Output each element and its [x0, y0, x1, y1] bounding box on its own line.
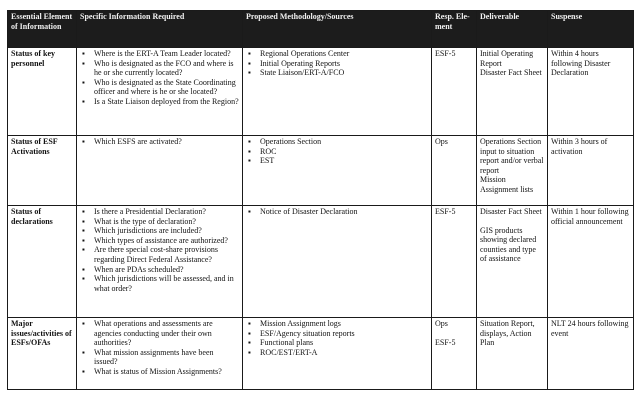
method-item: ▪ ROC [246, 147, 428, 157]
info-item: ▪ Who is designated as the State Coordinating officer and where is he or she located? [80, 78, 239, 97]
deliverable-item: Initial Operating Report [480, 49, 534, 68]
method-cell [243, 136, 432, 206]
header-deliverable: Deliverable [477, 11, 548, 48]
method-item: ▪ State Liaison/ERT-A/FCO [246, 68, 428, 78]
method-cell [243, 206, 432, 318]
header-row [8, 11, 634, 48]
deliverable-item: Situation Report, displays, Action Plan [480, 319, 535, 348]
method-item: ▪ Initial Operating Reports [246, 59, 428, 69]
element-cell: Status of ESF Activations [8, 136, 77, 206]
info-cell [77, 48, 243, 136]
method-item: ▪ Regional Operations Center [246, 49, 428, 59]
element-cell: Status of key personnel [8, 48, 77, 136]
info-item: ▪ Which jurisdictions are included? [80, 226, 239, 236]
deliverable-cell [477, 48, 548, 136]
table-row [8, 318, 634, 390]
resp-value: Ops [435, 319, 448, 328]
info-item: ▪ Are there special cost-share provisions regarding Direct Federal Assistance? [80, 245, 239, 264]
method-item: ▪ ROC/EST/ERT-A [246, 348, 428, 358]
info-item: ▪ Which types of assistance are authorized? [80, 236, 239, 246]
deliverable-item: Mission Assignment lists [480, 175, 534, 194]
info-cell [77, 318, 243, 390]
eei-table [7, 10, 634, 390]
info-item: ▪ When are PDAs scheduled? [80, 265, 239, 275]
deliverable-cell [477, 206, 548, 318]
info-item: ▪ Is there a Presidential Declaration? [80, 207, 239, 217]
resp-cell [432, 206, 477, 318]
deliverable-cell [477, 318, 548, 390]
info-item: ▪ Which jurisdictions will be assessed, and in what order? [80, 274, 239, 293]
method-cell [243, 48, 432, 136]
suspense-cell: Within 1 hour following official announcement [548, 206, 634, 318]
info-item: ▪ What is the type of declaration? [80, 217, 239, 227]
resp-value: ESF-5 [435, 49, 456, 58]
deliverable-cell [477, 136, 548, 206]
resp-value: Ops [435, 137, 448, 146]
header-methodology: Proposed Methodology/Sources [243, 11, 432, 48]
resp-value: ESF-5 [435, 337, 456, 347]
suspense-cell: Within 3 hours of activation [548, 136, 634, 206]
element-cell: Major issues/activities of ESFs/OFAs [8, 318, 77, 390]
info-item: ▪ Where is the ERT-A Team Leader located? [80, 49, 239, 59]
table-row [8, 48, 634, 136]
deliverable-item: Disaster Fact Sheet [480, 207, 542, 216]
info-item: ▪ Which ESFS are activated? [80, 137, 239, 147]
resp-cell [432, 136, 477, 206]
method-item: ▪ Mission Assignment logs [246, 319, 428, 329]
resp-value: ESF-5 [435, 207, 456, 216]
suspense-cell: Within 4 hours following Disaster Declaration [548, 48, 634, 136]
method-item: ▪ Notice of Disaster Declaration [246, 207, 428, 217]
method-item: ▪ Functional plans [246, 338, 428, 348]
method-cell [243, 318, 432, 390]
info-cell [77, 206, 243, 318]
element-cell: Status of declarations [8, 206, 77, 318]
info-item: ▪ What operations and assessments are agencies conducting under their own authorities? [80, 319, 239, 348]
info-item: ▪ Who is designated as the FCO and where is he or she currently located? [80, 59, 239, 78]
table-row [8, 206, 634, 318]
info-item: ▪ What is status of Mission Assignments? [80, 367, 239, 377]
resp-cell [432, 48, 477, 136]
info-item: ▪ What mission assignments have been issued? [80, 348, 239, 367]
deliverable-item: Disaster Fact Sheet [480, 68, 542, 78]
table-row [8, 136, 634, 206]
info-cell [77, 136, 243, 206]
suspense-cell: NLT 24 hours following event [548, 318, 634, 390]
method-item: ▪ EST [246, 156, 428, 166]
info-item: ▪ Is a State Liaison deployed from the Region? [80, 97, 239, 107]
header-essential-element: Essential Element of Information [8, 11, 77, 48]
header-resp-element: Resp. Ele- ment [432, 11, 477, 48]
header-suspense: Suspense [548, 11, 634, 48]
method-item: ▪ ESF/Agency situation reports [246, 329, 428, 339]
method-item: ▪ Operations Section [246, 137, 428, 147]
deliverable-item: Operations Section input to situation report and/or verbal report [480, 137, 544, 175]
resp-cell [432, 318, 477, 390]
deliverable-item: GIS products showing declared counties and type of assistance [480, 225, 537, 264]
header-specific-information: Specific Information Required [77, 11, 243, 48]
